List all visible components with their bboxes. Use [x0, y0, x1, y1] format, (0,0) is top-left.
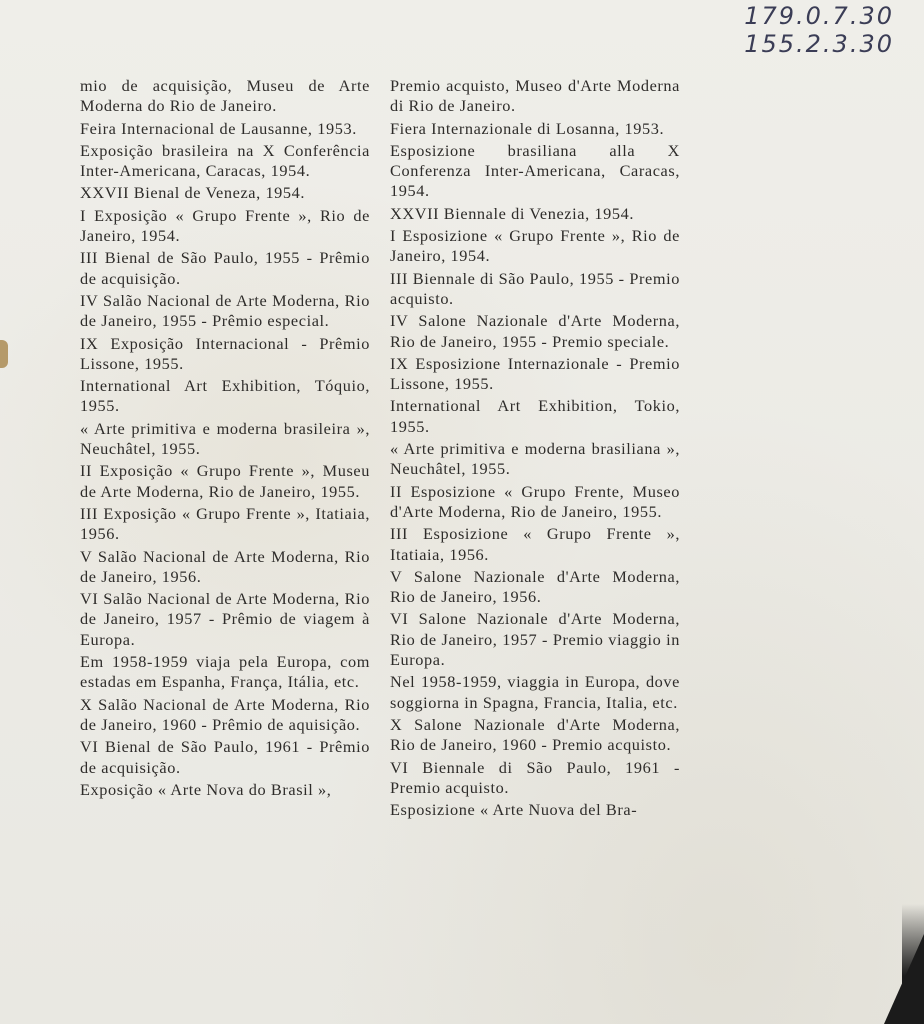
- it-entry: Premio acquisto, Museo d'Arte Moderna di Rio de Janeiro.: [390, 76, 680, 116]
- pt-entry: III Exposição « Grupo Frente », Itatiaia, 1956.: [80, 503, 370, 544]
- it-entry: I Esposizione « Grupo Frente », Rio de Janeiro, 1954.: [390, 226, 680, 266]
- it-entry: V Salone Nazionale d'Arte Moderna, Rio de Janeiro, 1956.: [390, 566, 680, 607]
- pt-entry: « Arte primitiva e moderna brasileira », Neuchâtel, 1955.: [80, 418, 370, 459]
- pt-entry: I Exposição « Grupo Frente », Rio de Janeiro, 1954.: [80, 205, 370, 246]
- pt-entry: Exposição « Arte Nova do Brasil »,: [80, 779, 332, 799]
- it-entry: Fiera Internazionale di Losanna, 1953.: [390, 118, 665, 138]
- pt-entry: X Salão Nacional de Arte Moderna, Rio de Janeiro, 1960 - Prêmio de aquisição.: [80, 694, 370, 734]
- pt-entry: International Art Exhibition, Tóquio, 1955.: [80, 376, 370, 416]
- it-entry: III Biennale di São Paulo, 1955 - Premio acquisto.: [390, 268, 680, 308]
- it-entry: II Esposizione « Grupo Frente, Museo d'Arte Moderna, Rio de Janeiro, 1955.: [390, 481, 680, 521]
- pt-entry: VI Bienal de São Paulo, 1961 - Prêmio de acquisição.: [80, 737, 370, 777]
- handwritten-line-2: 155.2.3.30: [744, 30, 894, 58]
- it-entry: XXVII Biennale di Venezia, 1954.: [390, 203, 635, 223]
- it-entry: Nel 1958-1959, viaggia in Europa, dove soggiorna in Spagna, Francia, Italia, etc.: [390, 672, 680, 712]
- pt-entry: XXVII Bienal de Veneza, 1954.: [80, 183, 306, 203]
- it-entry: IX Esposizione Internazionale - Premio Lissone, 1955.: [390, 353, 680, 394]
- pt-entry: V Salão Nacional de Arte Moderna, Rio de Janeiro, 1956.: [80, 546, 370, 586]
- portuguese-column: [80, 76, 370, 802]
- pt-entry: mio de acquisição, Museu de Arte Moderna do Rio de Janeiro.: [80, 76, 370, 116]
- it-entry: VI Biennale di São Paulo, 1961 - Premio acquisto.: [390, 757, 680, 797]
- pt-entry: Em 1958-1959 viaja pela Europa, com estadas em Espanha, França, Itália, etc.: [80, 652, 370, 692]
- pt-entry: IX Exposição Internacional - Prêmio Lissone, 1955.: [80, 333, 370, 373]
- pt-entry: Feira Internacional de Lausanne, 1953.: [80, 118, 357, 138]
- pt-entry: Exposição brasileira na X Conferência Inter-Americana, Caracas, 1954.: [80, 140, 370, 181]
- it-entry: International Art Exhibition, Tokio, 1955.: [390, 396, 680, 436]
- it-entry: X Salone Nazionale d'Arte Moderna, Rio de Janeiro, 1960 - Premio acquisto.: [390, 714, 680, 755]
- torn-corner-shadow: [884, 934, 924, 1024]
- it-entry: IV Salone Nazionale d'Arte Moderna, Rio de Janeiro, 1955 - Premio speciale.: [390, 311, 680, 351]
- italian-column: [390, 76, 680, 822]
- handwritten-catalog-number: [744, 2, 894, 58]
- it-entry: Esposizione « Arte Nuova del Bra-: [390, 800, 638, 820]
- it-entry: VI Salone Nazionale d'Arte Moderna, Rio de Janeiro, 1957 - Premio viaggio in Europa.: [390, 609, 680, 670]
- pt-entry: II Exposição « Grupo Frente », Museu de Arte Moderna, Rio de Janeiro, 1955.: [80, 461, 370, 501]
- page-stain: [0, 340, 8, 368]
- handwritten-line-1: 179.0.7.30: [744, 2, 894, 30]
- pt-entry: VI Salão Nacional de Arte Moderna, Rio de Janeiro, 1957 - Prêmio de viagem à Europa.: [80, 589, 370, 649]
- pt-entry: IV Salão Nacional de Arte Moderna, Rio de Janeiro, 1955 - Prêmio especial.: [80, 290, 370, 331]
- it-entry: « Arte primitiva e moderna brasiliana », Neuchâtel, 1955.: [390, 439, 680, 479]
- it-entry: Esposizione brasiliana alla X Conferenza Inter-Americana, Caracas, 1954.: [390, 140, 680, 201]
- pt-entry: III Bienal de São Paulo, 1955 - Prêmio de acquisição.: [80, 248, 370, 288]
- it-entry: III Esposizione « Grupo Frente », Itatiaia, 1956.: [390, 524, 680, 564]
